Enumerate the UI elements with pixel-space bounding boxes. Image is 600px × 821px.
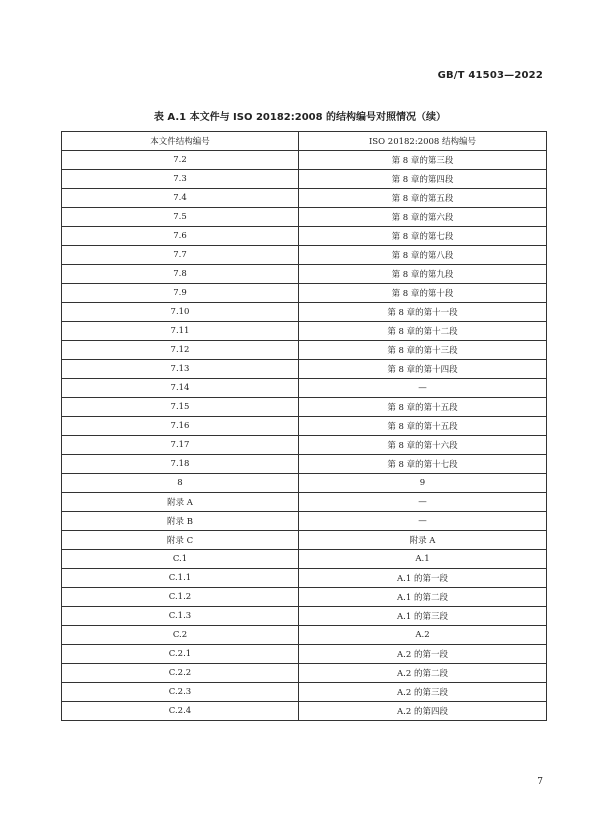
cell-iso-number: A.2 的第四段 <box>299 702 547 721</box>
cell-iso-number: 附录 A <box>299 531 547 550</box>
page-number: 7 <box>537 777 543 787</box>
cell-iso-number: A.1 <box>299 550 547 569</box>
cell-this-document-number: C.1.2 <box>62 588 299 607</box>
table-row <box>62 322 547 341</box>
table-row <box>62 607 547 626</box>
table-row <box>62 626 547 645</box>
cell-iso-number: A.1 的第二段 <box>299 588 547 607</box>
cell-iso-number: 第 8 章的第十六段 <box>299 436 547 455</box>
table-row <box>62 455 547 474</box>
structure-mapping-table <box>61 131 547 721</box>
cell-this-document-number: 7.18 <box>62 455 299 474</box>
cell-iso-number: 第 8 章的第七段 <box>299 227 547 246</box>
table-row <box>62 360 547 379</box>
column-header-iso-20182: ISO 20182:2008 结构编号 <box>299 132 547 151</box>
cell-this-document-number: C.2.3 <box>62 683 299 702</box>
cell-this-document-number: 7.14 <box>62 379 299 398</box>
cell-iso-number: A.2 <box>299 626 547 645</box>
cell-this-document-number: 附录 B <box>62 512 299 531</box>
standard-code: GB/T 41503—2022 <box>437 70 543 81</box>
cell-this-document-number: 附录 C <box>62 531 299 550</box>
cell-this-document-number: C.2 <box>62 626 299 645</box>
table-row <box>62 417 547 436</box>
table-row <box>62 702 547 721</box>
cell-this-document-number: C.1.1 <box>62 569 299 588</box>
table-row <box>62 645 547 664</box>
cell-this-document-number: 7.7 <box>62 246 299 265</box>
cell-iso-number: — <box>299 493 547 512</box>
table-row <box>62 436 547 455</box>
cell-iso-number: 9 <box>299 474 547 493</box>
table-row <box>62 303 547 322</box>
cell-iso-number: 第 8 章的第十一段 <box>299 303 547 322</box>
cell-iso-number: 第 8 章的第十段 <box>299 284 547 303</box>
table-row <box>62 227 547 246</box>
column-header-this-document: 本文件结构编号 <box>62 132 299 151</box>
cell-this-document-number: 7.11 <box>62 322 299 341</box>
cell-iso-number: 第 8 章的第九段 <box>299 265 547 284</box>
table-row <box>62 379 547 398</box>
cell-this-document-number: 7.15 <box>62 398 299 417</box>
table-row <box>62 284 547 303</box>
cell-this-document-number: 7.4 <box>62 189 299 208</box>
table-body <box>62 151 547 721</box>
cell-this-document-number: C.1 <box>62 550 299 569</box>
cell-iso-number: 第 8 章的第十五段 <box>299 417 547 436</box>
table-row <box>62 493 547 512</box>
cell-this-document-number: 7.5 <box>62 208 299 227</box>
cell-iso-number: A.2 的第一段 <box>299 645 547 664</box>
cell-this-document-number: 7.8 <box>62 265 299 284</box>
table-row <box>62 550 547 569</box>
table-row <box>62 189 547 208</box>
cell-iso-number: 第 8 章的第十三段 <box>299 341 547 360</box>
cell-iso-number: 第 8 章的第五段 <box>299 189 547 208</box>
table-row <box>62 398 547 417</box>
cell-this-document-number: C.2.1 <box>62 645 299 664</box>
table-row <box>62 208 547 227</box>
cell-this-document-number: 附录 A <box>62 493 299 512</box>
table-row <box>62 474 547 493</box>
table-row <box>62 151 547 170</box>
cell-iso-number: 第 8 章的第十七段 <box>299 455 547 474</box>
table-row <box>62 265 547 284</box>
cell-iso-number: 第 8 章的第四段 <box>299 170 547 189</box>
cell-this-document-number: 7.13 <box>62 360 299 379</box>
table-row <box>62 246 547 265</box>
cell-iso-number: 第 8 章的第八段 <box>299 246 547 265</box>
cell-this-document-number: 7.9 <box>62 284 299 303</box>
table-row <box>62 588 547 607</box>
cell-iso-number: — <box>299 512 547 531</box>
cell-iso-number: 第 8 章的第六段 <box>299 208 547 227</box>
cell-this-document-number: 7.16 <box>62 417 299 436</box>
cell-iso-number: A.2 的第二段 <box>299 664 547 683</box>
cell-iso-number: — <box>299 379 547 398</box>
cell-this-document-number: 8 <box>62 474 299 493</box>
table-row <box>62 683 547 702</box>
cell-iso-number: 第 8 章的第十五段 <box>299 398 547 417</box>
table-header-row <box>62 132 547 151</box>
table-row <box>62 341 547 360</box>
table-row <box>62 531 547 550</box>
cell-iso-number: A.2 的第三段 <box>299 683 547 702</box>
cell-this-document-number: 7.17 <box>62 436 299 455</box>
table-row <box>62 170 547 189</box>
table-row <box>62 569 547 588</box>
cell-this-document-number: C.1.3 <box>62 607 299 626</box>
cell-iso-number: 第 8 章的第十二段 <box>299 322 547 341</box>
cell-iso-number: 第 8 章的第三段 <box>299 151 547 170</box>
cell-this-document-number: 7.3 <box>62 170 299 189</box>
cell-this-document-number: C.2.4 <box>62 702 299 721</box>
cell-this-document-number: 7.6 <box>62 227 299 246</box>
cell-iso-number: A.1 的第三段 <box>299 607 547 626</box>
table-caption: 表 A.1 本文件与 ISO 20182:2008 的结构编号对照情况（续） <box>153 112 447 123</box>
cell-this-document-number: 7.12 <box>62 341 299 360</box>
cell-this-document-number: C.2.2 <box>62 664 299 683</box>
table-row <box>62 664 547 683</box>
table-row <box>62 512 547 531</box>
cell-iso-number: 第 8 章的第十四段 <box>299 360 547 379</box>
cell-this-document-number: 7.10 <box>62 303 299 322</box>
cell-this-document-number: 7.2 <box>62 151 299 170</box>
cell-iso-number: A.1 的第一段 <box>299 569 547 588</box>
